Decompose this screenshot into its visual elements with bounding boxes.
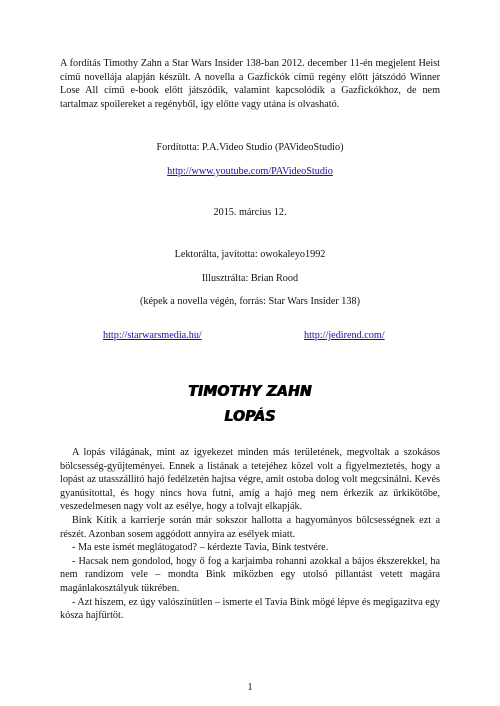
page-number: 1	[247, 682, 253, 693]
story-paragraph: - Azt hiszem, ez úgy valószínűtlen – ismerte el Tavia Bink mögé lépve és megigazítva egy kósza hajfürtöt.	[60, 596, 441, 622]
proofread-credit: Lektorálta, javította: owokaleyo1992	[174, 249, 326, 260]
translator-credit: Fordította: P.A.Video Studio (PAVideoStudio)	[156, 142, 344, 153]
story-paragraph: - Hacsak nem gondolod, hogy ő fog a karjaimba rohanni azokkal a bájos ékszerekkel, ha nem randizom vele – mondta Bink miközben egy utolsó pillantást vetett magára magánlakosztályuk tükrében.	[60, 555, 440, 594]
images-note: (képek a novella végén, forrás: Star Wars Insider 138)	[140, 296, 360, 307]
story-body	[60, 446, 440, 623]
story-paragraph: - Ma este ismét meglátogatod? – kérdezte Tavia, Bink testvére.	[72, 542, 329, 554]
jedirend-link[interactable]: http://jedirend.com/	[304, 330, 385, 341]
story-title: LOPÁS	[224, 408, 276, 426]
illustration-credit: Illusztrálta: Brian Rood	[201, 273, 299, 284]
starwarsmedia-link[interactable]: http://starwarsmedia.hu/	[103, 330, 202, 341]
youtube-link-line	[0, 165, 500, 179]
date-line: 2015. március 12.	[213, 207, 287, 218]
intro-paragraph: A fordítás Timothy Zahn a Star Wars Insider 138-ban 2012. december 11-én megjelent Heist című novellája alapján készült. A novella a Gazfickók című regény előtt játszódó Winner Lose All című e-book előtt játszódik, valamint kapcsolódik a Gazfickókhoz, de nem tartalmaz spoilereket a regényből, így előtte vagy utána is olvasható.	[60, 58, 440, 110]
youtube-link[interactable]: http://www.youtube.com/PAVideoStudio	[167, 166, 333, 177]
author-title: TIMOTHY ZAHN	[188, 383, 312, 401]
story-paragraph: Bink Kitik a karrierje során már sokszor hallotta a hagyományos bölcsességnek ezt a részét. Azonban sosem aggódott annyira az esélyek miatt.	[60, 514, 440, 540]
story-paragraph: A lopás világának, mint az igyekezet minden más területének, megvoltak a szokásos bölcsesség-gyűjteményei. Ennek a listának a tetejéhez közel volt a figyelmeztetés, hogy a lopást az utasszállító hajó fedélzetén hajtsa végre, amit ostoba dolog volt megcsinálni. Kevés gyanúsítottal, és hogy nincs hova futni, amíg a hajó meg nem érkezik az űrkikötőbe, veszedelmesen nagy volt az esélye, hogy a tolvajt elkapják.	[60, 447, 440, 513]
